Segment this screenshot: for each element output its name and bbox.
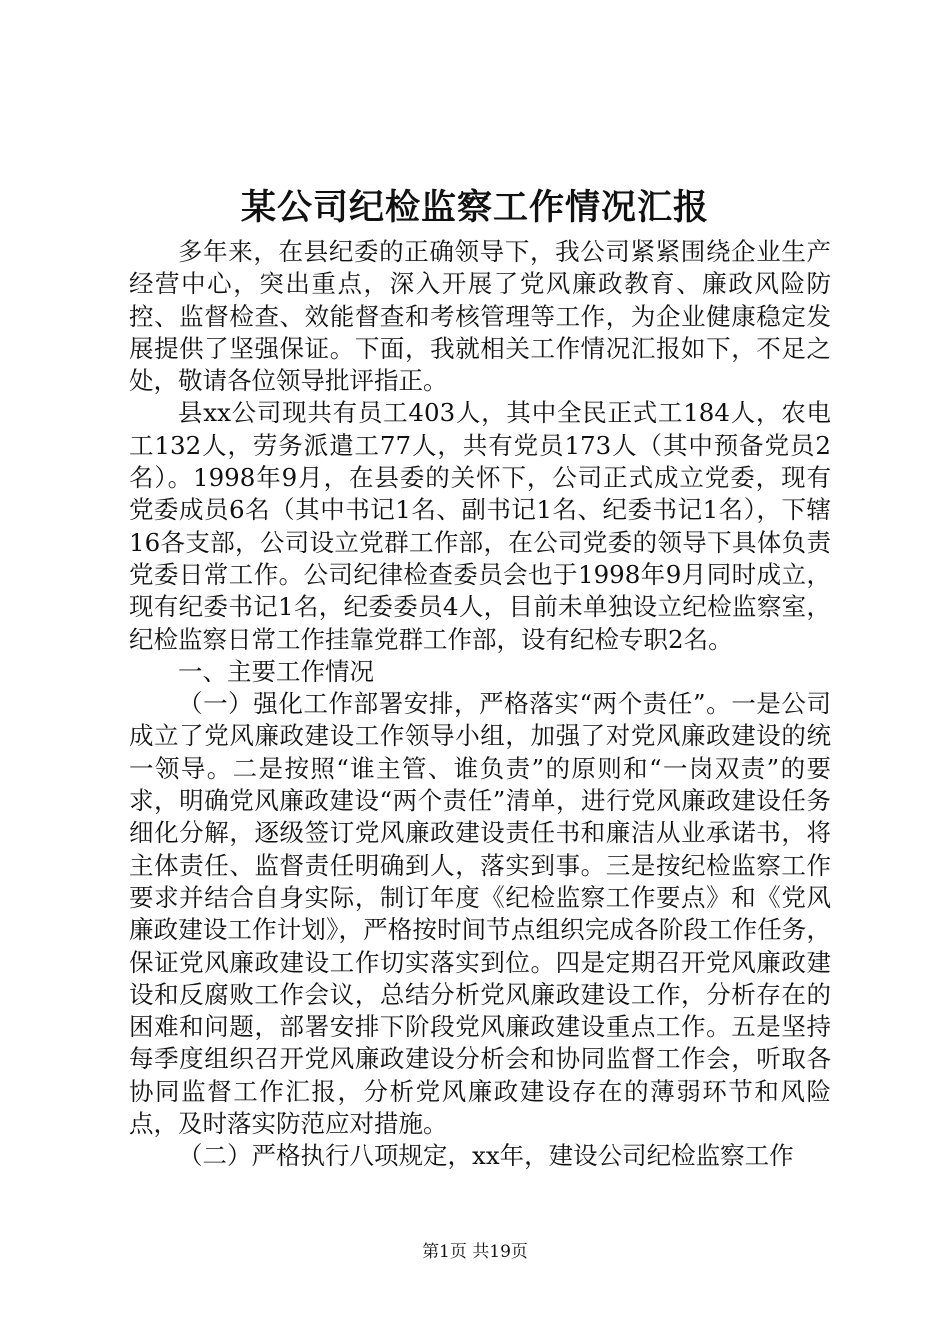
paragraph-work-item-2: （二）严格执行八项规定，xx年，建设公司纪检监察工作 bbox=[178, 1141, 794, 1171]
page-number-footer: 第1页 共19页 bbox=[422, 1242, 528, 1262]
section-heading-main-work: 一、主要工作情况 bbox=[178, 656, 374, 686]
document-body bbox=[129, 236, 831, 1173]
document-title: 某公司纪检监察工作情况汇报 bbox=[240, 187, 709, 228]
paragraph-company-overview: 县xx公司现共有员工403人，其中全民正式工184人，农电工132人，劳务派遣工77人，共有党员173人（其中预备党员2名）。1998年9月，在县委的关怀下，公司正式成立党委，现有党委成员6名（其中书记1名、副书记1名、纪委书记1名），下辖16各支部，公司设立党群工作部，在公司党委的领导下具体负责党委日常工作。公司纪律检查委员会也于1998年9月同时成立，现有纪委书记1名，纪委委员4人，目前未单独设立纪检监察室，纪检监察日常工作挂靠党群工作部，设有纪检专职2名。 bbox=[129, 398, 831, 654]
paragraph-work-item-1: （一）强化工作部署安排，严格落实“两个责任”。一是公司成立了党风廉政建设工作领导小组，加强了对党风廉政建设的统一领导。二是按照“谁主管、谁负责”的原则和“一岗双责”的要求，明确党风廉政建设“两个责任”清单，进行党风廉政建设任务细化分解，逐级签订党风廉政建设责任书和廉洁从业承诺书，将主体责任、监督责任明确到人，落实到事。三是按纪检监察工作要求并结合自身实际，制订年度《纪检监察工作要点》和《党风廉政建设工作计划》，严格按时间节点组织完成各阶段工作任务，保证党风廉政建设工作切实落实到位。四是定期召开党风廉政建设和反腐败工作会议，总结分析党风廉政建设工作，分析存在的困难和问题，部署安排下阶段党风廉政建设重点工作。五是坚持每季度组织召开党风廉政建设分析会和协同监督工作会，听取各协同监督工作汇报，分析党风廉政建设存在的薄弱环节和风险点，及时落实防范应对措施。 bbox=[129, 689, 831, 1139]
paragraph-intro: 多年来，在县纪委的正确领导下，我公司紧紧围绕企业生产经营中心，突出重点，深入开展了党风廉政教育、廉政风险防控、监督检查、效能督查和考核管理等工作，为企业健康稳定发展提供了坚强保证。下面，我就相关工作情况汇报如下，不足之处，敬请各位领导批评指正。 bbox=[129, 237, 831, 396]
